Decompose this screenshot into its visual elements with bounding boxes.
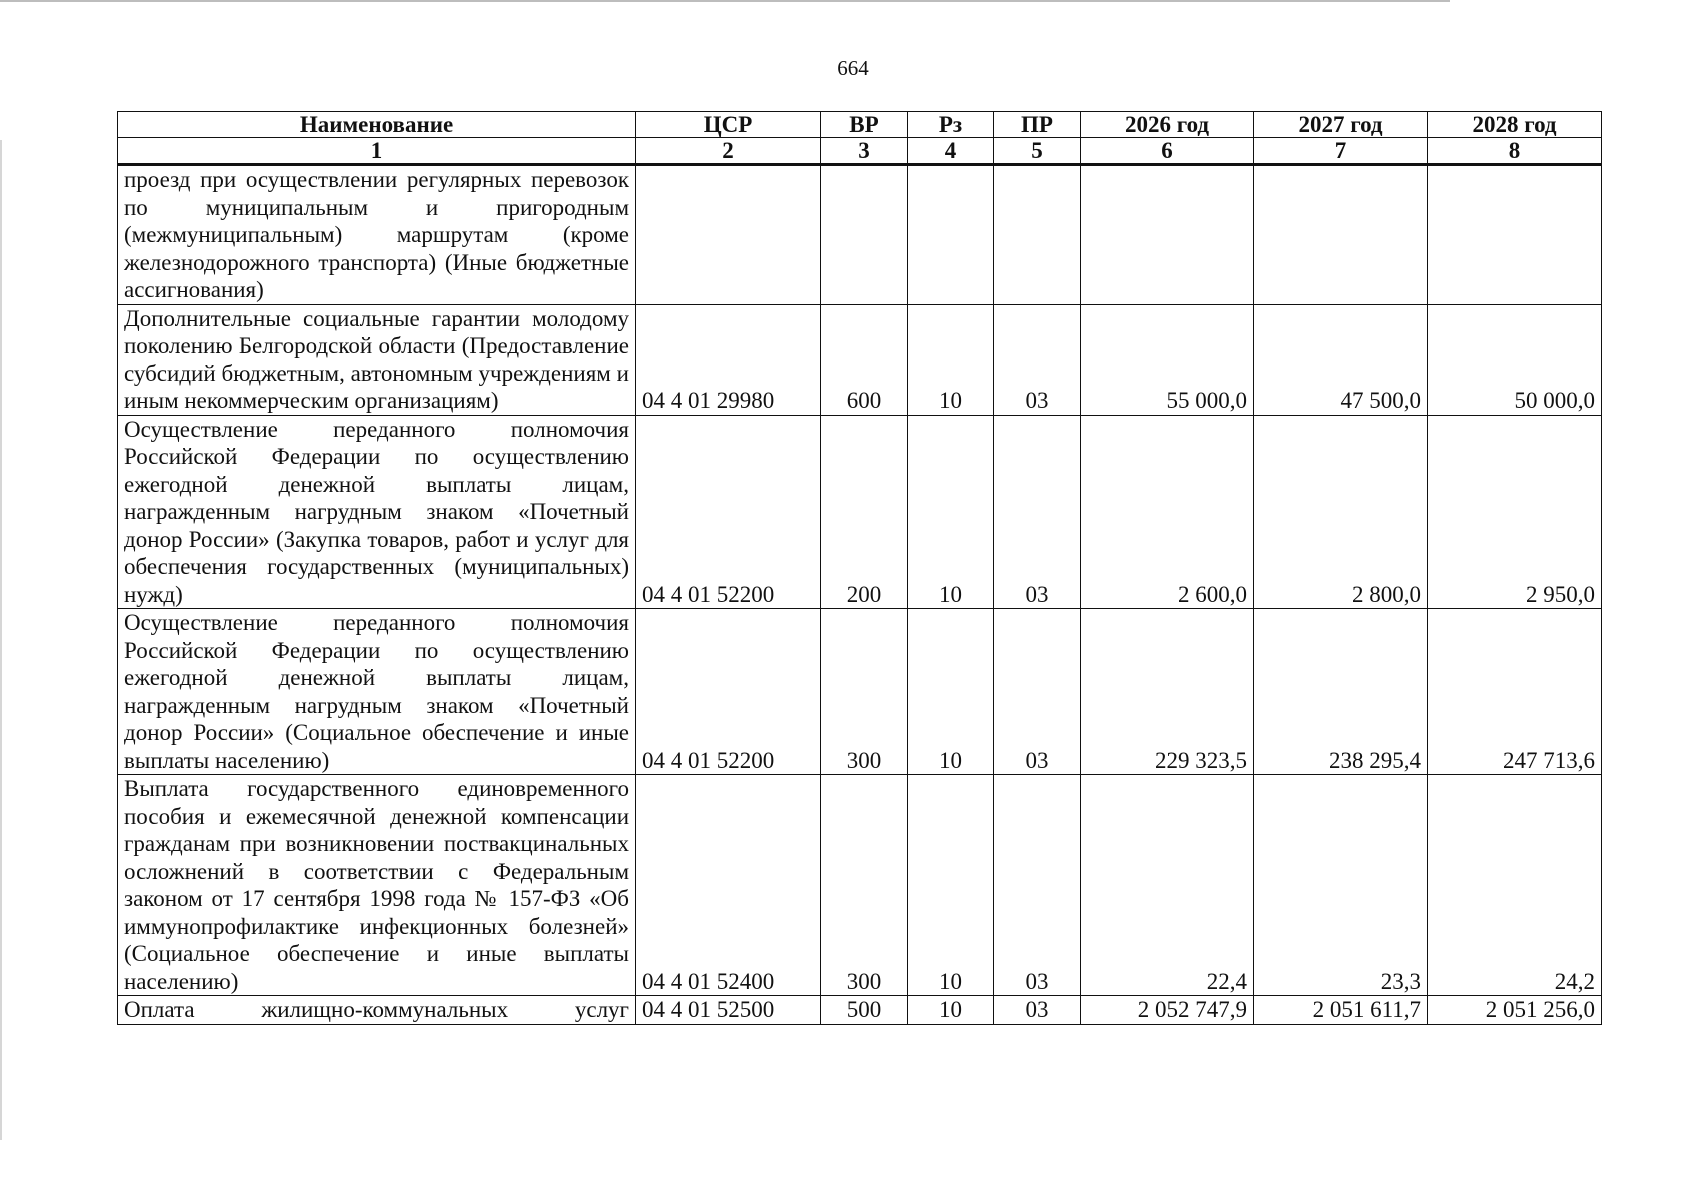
row-name: Осуществление переданного полномочия Российской Федерации по осуществлению ежегодной денежной выплаты лицам, награжденным нагрудным знаком «Почетный донор России» (Социальное обеспечение и иные выплаты населению) [118,609,636,775]
row-csr: 04 4 01 52200 [636,609,821,775]
column-number: 8 [1428,138,1602,165]
row-rz: 10 [908,996,994,1025]
row-name: Выплата государственного единовременного пособия и ежемесячной денежной компенсации гражданам при возникновении поствакцинальных осложнений в соответствии с Федеральным законом от 17 сентября 1998 года № 157-ФЗ «Об иммунопрофилактике инфекционных болезней» (Социальное обеспечение и иные выплаты населению) [118,775,636,996]
row-pr: 03 [994,775,1081,996]
column-number: 1 [118,138,636,165]
row-2026: 22,4 [1081,775,1254,996]
row-2027: 2 051 611,7 [1254,996,1428,1025]
row-vr: 500 [821,996,908,1025]
row-name: Осуществление переданного полномочия Российской Федерации по осуществлению ежегодной денежной выплаты лицам, награжденным нагрудным знаком «Почетный донор России» (Закупка товаров, работ и услуг для обеспечения государственных (муниципальных) нужд) [118,415,636,609]
row-vr: 200 [821,415,908,609]
header-2028: 2028 год [1428,112,1602,138]
row-2028: 247 713,6 [1428,609,1602,775]
row-pr [994,165,1081,305]
table-header-row [118,112,1602,138]
row-vr: 300 [821,609,908,775]
row-csr: 04 4 01 29980 [636,304,821,415]
row-2027 [1254,165,1428,305]
row-2027: 238 295,4 [1254,609,1428,775]
column-number: 5 [994,138,1081,165]
header-2027: 2027 год [1254,112,1428,138]
row-2028: 24,2 [1428,775,1602,996]
header-pr: ПР [994,112,1081,138]
header-csr: ЦСР [636,112,821,138]
row-csr: 04 4 01 52200 [636,415,821,609]
row-csr: 04 4 01 52500 [636,996,821,1025]
column-number: 4 [908,138,994,165]
header-name: Наименование [118,112,636,138]
row-vr: 300 [821,775,908,996]
row-csr: 04 4 01 52400 [636,775,821,996]
row-name: Оплата жилищно-коммунальных услуг [118,996,636,1025]
table-row [118,775,1602,996]
row-vr [821,165,908,305]
row-vr: 600 [821,304,908,415]
row-pr: 03 [994,304,1081,415]
row-2028: 50 000,0 [1428,304,1602,415]
header-rz: Рз [908,112,994,138]
column-number: 7 [1254,138,1428,165]
row-2028 [1428,165,1602,305]
row-rz: 10 [908,415,994,609]
scan-edge-top [0,0,1450,2]
table-row [118,609,1602,775]
row-2026: 2 052 747,9 [1081,996,1254,1025]
row-2027: 47 500,0 [1254,304,1428,415]
row-pr: 03 [994,996,1081,1025]
row-pr: 03 [994,415,1081,609]
row-rz: 10 [908,775,994,996]
row-2028: 2 950,0 [1428,415,1602,609]
row-2026: 2 600,0 [1081,415,1254,609]
row-pr: 03 [994,609,1081,775]
row-name: Дополнительные социальные гарантии молодому поколению Белгородской области (Предоставление субсидий бюджетным, автономным учреждениям и иным некоммерческим организациям) [118,304,636,415]
row-rz: 10 [908,304,994,415]
row-csr [636,165,821,305]
row-2026: 229 323,5 [1081,609,1254,775]
row-name: проезд при осуществлении регулярных перевозок по муниципальным и пригородным (межмуниципальным) маршрутам (кроме железнодорожного транспорта) (Иные бюджетные ассигнования) [118,165,636,305]
table-row [118,996,1602,1025]
table-row [118,304,1602,415]
column-number: 6 [1081,138,1254,165]
header-2026: 2026 год [1081,112,1254,138]
row-2028: 2 051 256,0 [1428,996,1602,1025]
row-2026 [1081,165,1254,305]
table-row [118,415,1602,609]
table-row [118,165,1602,305]
row-2027: 2 800,0 [1254,415,1428,609]
scan-edge-left [0,140,2,1140]
row-2026: 55 000,0 [1081,304,1254,415]
row-rz [908,165,994,305]
page-number: 664 [837,56,869,80]
column-number: 2 [636,138,821,165]
budget-table [117,111,1602,1025]
column-number: 3 [821,138,908,165]
row-2027: 23,3 [1254,775,1428,996]
header-vr: ВР [821,112,908,138]
row-rz: 10 [908,609,994,775]
column-number-row [118,138,1602,165]
